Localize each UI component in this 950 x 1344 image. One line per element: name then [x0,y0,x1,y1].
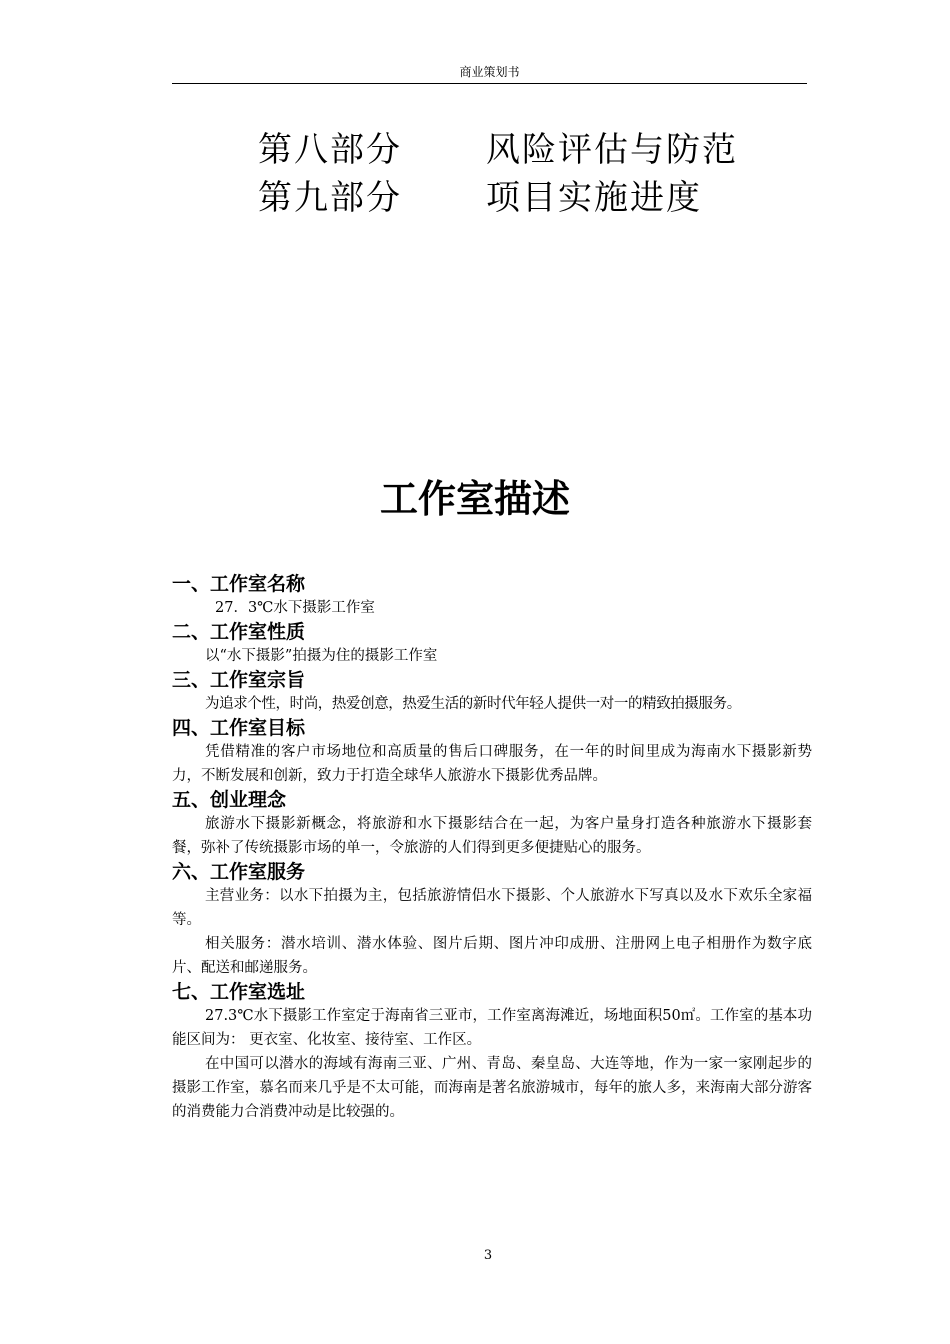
section-heading: 二、工作室性质 [172,621,306,643]
section-heading: 一、工作室名称 [172,573,306,595]
section-heading: 三、工作室宗旨 [172,669,306,691]
toc-part-label: 第八部分 [258,130,402,170]
section-paragraph: 主营业务：以水下拍摄为主，包括旅游情侣水下摄影、个人旅游水下写真以及水下欢乐全家福等。 [172,888,812,928]
section-paragraph: 27.3℃水下摄影工作室定于海南省三亚市，工作室离海滩近，场地面积50㎡。工作室的基本功能区间为： 更衣室、化妆室、接待室、工作区。 [172,1008,812,1048]
section-goal [172,716,812,788]
section-paragraph: 在中国可以潜水的海域有海南三亚、广州、青岛、秦皇岛、大连等地，作为一家一家刚起步的摄影工作室，慕名而来几乎是不太可能，而海南是著名旅游城市，每年的旅人多，来海南大部分游客的消费能力合消费冲动是比较强的。 [172,1056,812,1120]
section-paragraph: 相关服务：潜水培训、潜水体验、图片后期、图片冲印成册、注册网上电子相册作为数字底片、配送和邮递服务。 [172,936,812,976]
section-heading: 五、创业理念 [172,789,287,811]
section-paragraph: 27．3℃水下摄影工作室 [215,600,375,616]
page-header: 商业策划书 [459,65,520,79]
section-heading: 七、工作室选址 [172,981,306,1003]
document-body [172,572,812,1124]
section-paragraph: 为追求个性，时尚，热爱创意，热爱生活的新时代年轻人提供一对一的精致拍摄服务。 [205,696,741,712]
section-services [172,860,812,980]
toc-part-title: 风险评估与防范 [486,130,738,170]
toc-part-title: 项目实施进度 [486,178,702,218]
section-location [172,980,812,1124]
page-title: 工作室描述 [379,477,570,521]
section-nature [172,620,812,668]
section-paragraph: 旅游水下摄影新概念，将旅游和水下摄影结合在一起，为客户量身打造各种旅游水下摄影套餐，弥补了传统摄影市场的单一，令旅游的人们得到更多便捷贴心的服务。 [172,816,812,856]
header-divider [172,83,807,84]
toc-line-9 [258,176,702,220]
section-philosophy [172,788,812,860]
section-heading: 六、工作室服务 [172,861,306,883]
section-name [172,572,812,620]
toc-part-label: 第九部分 [258,178,402,218]
section-heading: 四、工作室目标 [172,717,306,739]
section-purpose [172,668,812,716]
page-number: 3 [483,1248,493,1263]
section-paragraph: 凭借精准的客户市场地位和高质量的售后口碑服务，在一年的时间里成为海南水下摄影新势力，不断发展和创新，致力于打造全球华人旅游水下摄影优秀品牌。 [172,744,812,784]
section-paragraph: 以“水下摄影”拍摄为住的摄影工作室 [205,648,438,664]
toc-line-8 [258,128,738,172]
